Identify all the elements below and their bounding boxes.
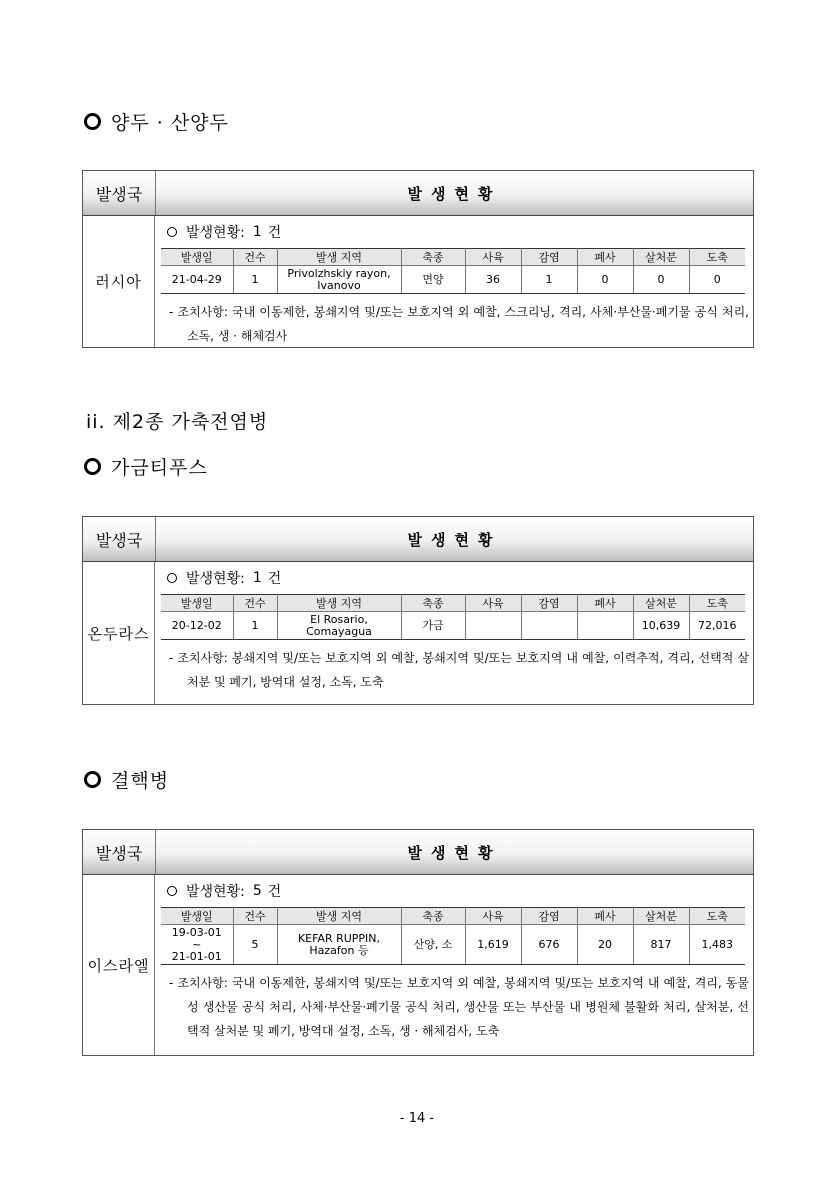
country-header: 발생국 bbox=[83, 171, 156, 215]
column-header: 사육 bbox=[465, 595, 521, 612]
column-header: 감염 bbox=[521, 908, 577, 925]
date-to: 21-01-01 bbox=[171, 949, 222, 963]
disease-heading bbox=[84, 453, 208, 480]
hollow-circle-bullet-icon bbox=[84, 771, 101, 788]
table-row bbox=[161, 266, 745, 294]
table-header bbox=[83, 171, 753, 216]
outbreak-detail-table bbox=[161, 907, 745, 965]
cell-date: 20-12-02 bbox=[161, 612, 233, 640]
disease-heading bbox=[84, 766, 169, 793]
country-name: 이스라엘 bbox=[83, 875, 155, 1055]
cell-died: 0 bbox=[577, 266, 633, 294]
status-header: 발생현황 bbox=[407, 530, 502, 549]
column-header: 건수 bbox=[233, 595, 277, 612]
hollow-circle-bullet-icon bbox=[84, 113, 101, 130]
date-from: 19-03-01 bbox=[171, 925, 222, 939]
measures-note: - 조치사항: 국내 이동제한, 봉쇄지역 및/또는 보호지역 외 예찰, 봉쇄지역 및/또는 보호지역 내 예찰, 격리, 동물성 생산물 공식 처리, 사체·부산물·폐기물 공식 처리, 생산물 또는 부산물 내 병원체 불활화 처리, 살처분, 선택적 살처분 및 폐기, 방역대 설정, 소독, 생 · 해체검사, 도축 bbox=[169, 976, 749, 1038]
cell-kept: 1,619 bbox=[465, 925, 521, 965]
measures-note: - 조치사항: 봉쇄지역 및/또는 보호지역 외 예찰, 봉쇄지역 및/또는 보호지역 내 예찰, 이력추적, 격리, 선택적 살처분 및 폐기, 방역대 설정, 소독, 도축 bbox=[169, 651, 749, 689]
cell-region: Privolzhskiy rayon, Ivanovo bbox=[277, 266, 401, 294]
outbreak-count-line bbox=[167, 881, 753, 901]
cell-infected bbox=[521, 612, 577, 640]
outbreak-table bbox=[82, 829, 754, 1056]
column-header-row bbox=[161, 908, 745, 925]
outbreak-detail-table bbox=[161, 248, 745, 294]
cell-region: El Rosario, Comayagua bbox=[277, 612, 401, 640]
column-header: 살처분 bbox=[633, 249, 689, 266]
count-unit: 건 bbox=[267, 571, 282, 587]
outbreak-detail-table bbox=[161, 594, 745, 640]
disease-title: 결핵병 bbox=[111, 770, 170, 792]
cell-kept: 36 bbox=[465, 266, 521, 294]
count-prefix: 발생현황: bbox=[186, 884, 245, 900]
table-header bbox=[83, 830, 753, 875]
cell-cases: 1 bbox=[233, 266, 277, 294]
outbreak-table bbox=[82, 170, 754, 348]
country-name: 러시아 bbox=[83, 216, 155, 347]
column-header: 감염 bbox=[521, 249, 577, 266]
column-header: 발생일 bbox=[161, 249, 233, 266]
cell-cases: 5 bbox=[233, 925, 277, 965]
column-header: 폐사 bbox=[577, 908, 633, 925]
table-row bbox=[161, 612, 745, 640]
status-header: 발생현황 bbox=[407, 843, 502, 862]
count-unit: 건 bbox=[267, 225, 282, 241]
column-header: 건수 bbox=[233, 249, 277, 266]
column-header: 폐사 bbox=[577, 595, 633, 612]
table-row bbox=[161, 925, 745, 965]
column-header: 발생 지역 bbox=[277, 249, 401, 266]
column-header: 감염 bbox=[521, 595, 577, 612]
cell-culled: 817 bbox=[633, 925, 689, 965]
status-header: 발생현황 bbox=[407, 184, 502, 203]
hollow-circle-bullet-icon bbox=[167, 227, 177, 237]
date-separator: ~ bbox=[192, 937, 202, 951]
cell-date: 21-04-29 bbox=[161, 266, 233, 294]
page-number: - 14 - bbox=[399, 1111, 435, 1126]
cell-died: 20 bbox=[577, 925, 633, 965]
column-header: 축종 bbox=[401, 908, 465, 925]
cell-infected: 676 bbox=[521, 925, 577, 965]
hollow-circle-bullet-icon bbox=[84, 458, 101, 475]
outbreak-count: 1 bbox=[252, 570, 262, 586]
cell-slaughtered: 0 bbox=[689, 266, 745, 294]
cell-culled: 0 bbox=[633, 266, 689, 294]
count-unit: 건 bbox=[267, 884, 282, 900]
hollow-circle-bullet-icon bbox=[167, 886, 177, 896]
cell-slaughtered: 1,483 bbox=[689, 925, 745, 965]
cell-cases: 1 bbox=[233, 612, 277, 640]
column-header: 사육 bbox=[465, 249, 521, 266]
outbreak-count-line bbox=[167, 222, 753, 242]
disease-title: 가금티푸스 bbox=[111, 457, 208, 479]
cell-species: 산양, 소 bbox=[401, 925, 465, 965]
column-header: 축종 bbox=[401, 595, 465, 612]
column-header: 살처분 bbox=[633, 595, 689, 612]
country-name: 온두라스 bbox=[83, 562, 155, 704]
column-header: 발생 지역 bbox=[277, 908, 401, 925]
cell-culled: 10,639 bbox=[633, 612, 689, 640]
column-header: 발생일 bbox=[161, 908, 233, 925]
column-header: 건수 bbox=[233, 908, 277, 925]
cell-date bbox=[161, 925, 233, 965]
cell-species: 가금 bbox=[401, 612, 465, 640]
country-header: 발생국 bbox=[83, 517, 156, 561]
column-header: 살처분 bbox=[633, 908, 689, 925]
column-header: 도축 bbox=[689, 908, 745, 925]
count-prefix: 발생현황: bbox=[186, 225, 245, 241]
column-header: 폐사 bbox=[577, 249, 633, 266]
outbreak-table bbox=[82, 516, 754, 705]
hollow-circle-bullet-icon bbox=[167, 573, 177, 583]
measures-note: - 조치사항: 국내 이동제한, 봉쇄지역 및/또는 보호지역 외 예찰, 스크리닝, 격리, 사체·부산물·폐기물 공식 처리, 소독, 생 · 해체검사 bbox=[169, 305, 749, 343]
column-header: 도축 bbox=[689, 595, 745, 612]
cell-died bbox=[577, 612, 633, 640]
count-prefix: 발생현황: bbox=[186, 571, 245, 587]
column-header-row bbox=[161, 595, 745, 612]
outbreak-count-line bbox=[167, 568, 753, 588]
disease-title: 양두 · 산양두 bbox=[111, 112, 229, 134]
section-heading: ii. 제2종 가축전염병 bbox=[86, 411, 269, 433]
column-header-row bbox=[161, 249, 745, 266]
table-header bbox=[83, 517, 753, 562]
outbreak-count: 5 bbox=[252, 883, 262, 899]
cell-infected: 1 bbox=[521, 266, 577, 294]
column-header: 사육 bbox=[465, 908, 521, 925]
country-header: 발생국 bbox=[83, 830, 156, 874]
outbreak-count: 1 bbox=[252, 224, 262, 240]
column-header: 발생 지역 bbox=[277, 595, 401, 612]
cell-species: 면양 bbox=[401, 266, 465, 294]
column-header: 축종 bbox=[401, 249, 465, 266]
column-header: 도축 bbox=[689, 249, 745, 266]
cell-kept bbox=[465, 612, 521, 640]
disease-heading bbox=[84, 108, 229, 135]
cell-slaughtered: 72,016 bbox=[689, 612, 745, 640]
cell-region: KEFAR RUPPIN, Hazafon 등 bbox=[277, 925, 401, 965]
column-header: 발생일 bbox=[161, 595, 233, 612]
